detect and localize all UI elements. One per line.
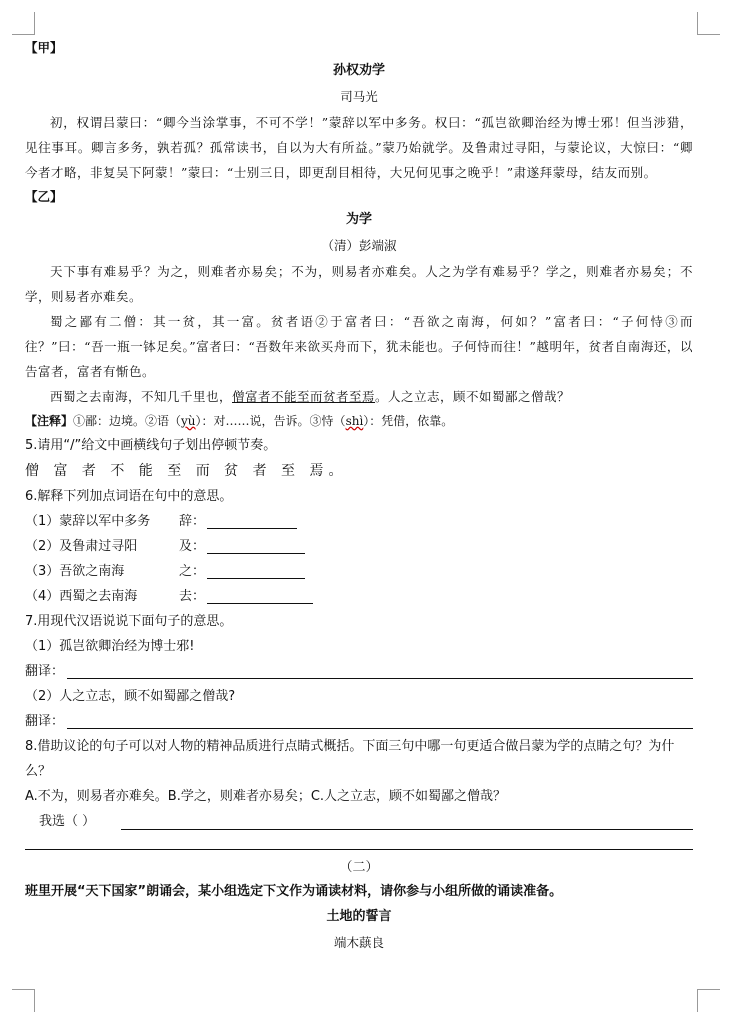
section-b-paragraph-3 [25, 384, 693, 409]
answer-blank[interactable] [207, 552, 305, 554]
translation-answer-line[interactable] [67, 728, 693, 729]
corner-mark-bottom-right [697, 989, 720, 1012]
annotation-label: 【注释】 [25, 414, 74, 428]
question-6-prompt: 6.解释下列加点词语在句中的意思。 [25, 489, 233, 504]
item-label: （3）吾欲之南海 [25, 564, 125, 579]
section-a-tag: 【甲】 [25, 40, 63, 55]
translation-row-1 [25, 659, 693, 684]
item-label: （2）及鲁肃过寻阳 [25, 539, 138, 554]
p3-after: 。人之立志，顾不如蜀鄙之僧哉？ [375, 389, 571, 404]
section-a-paragraph: 初，权谓吕蒙曰：“卿今当涂掌事，不可不学！”蒙辞以军中多务。权曰：“孤岂欲卿治经为博士邪！但当涉猎，见往事耳。卿言多务，孰若孤？孤常读书，自以为大有所益。”蒙乃始就学。及鲁肃过寻阳，与蒙论议，大惊曰：“卿今者才略，非复吴下阿蒙！”蒙曰：“士别三日，即更刮目相待，大兄何见事之晚乎！”肃遂拜蒙母，结友而别。 [25, 115, 693, 180]
section-b-paragraph-2: 蜀之鄙有二僧：其一贫，其一富。贫者语②于富者曰：“吾欲之南海，何如？”富者曰：“子何恃③而往？”曰：“吾一瓶一钵足矣。”富者曰：“吾数年来欲买舟而下，犹未能也。子何恃而往！”越明年，贫者自南海还，以告富者，富者有惭色。 [25, 314, 693, 379]
part-2-author: 端木蕻良 [333, 935, 384, 950]
corner-mark-top-left [12, 12, 35, 35]
question-7-sentence-2: （2）人之立志，顾不如蜀鄙之僧哉? [25, 689, 236, 704]
part-2-instruction: 班里开展“天下国家”朗诵会，某小组选定下文作为诵读材料，请你参与小组所做的诵读准备。 [25, 884, 563, 899]
section-b-tag: 【乙】 [25, 189, 63, 204]
choice-label: 我选（ ） [39, 814, 96, 829]
translation-answer-line[interactable] [67, 678, 693, 679]
p3-before: 西蜀之去南海，不知几千里也， [50, 389, 233, 404]
item-label: （1）蒙辞以军中多务 [25, 514, 151, 529]
item-word: 辞： [179, 514, 206, 529]
item-word: 及： [179, 539, 206, 554]
annotation-pinyin-a: yù [181, 414, 196, 428]
translation-label: 翻译： [25, 714, 65, 729]
corner-mark-top-right [697, 12, 720, 35]
question-5-prompt: 5.请用“/”给文中画横线句子划出停顿节奏。 [25, 438, 277, 453]
p3-underlined-sentence: 僧富者不能至而贫者至焉 [232, 389, 376, 404]
answer-blank[interactable] [207, 527, 297, 529]
exam-page [25, 38, 693, 956]
choice-answer-line[interactable] [121, 829, 693, 830]
part-2-number: （二） [339, 860, 379, 875]
question-8-options: A.不为，则易者亦难矣。B.学之，则难者亦易矣；C.人之立志，顾不如蜀鄙之僧哉？ [25, 789, 507, 804]
annotation-text-c: ）：凭借，依靠。 [363, 414, 454, 428]
question-8-prompt: 8.借助议论的句子可以对人物的精神品质进行点睛式概括。下面三句中哪一句更适合做吕蒙为学的点睛之句？为什么？ [25, 739, 675, 779]
corner-mark-bottom-left [12, 989, 35, 1012]
answer-blank[interactable] [207, 577, 305, 579]
annotation [25, 409, 693, 433]
section-b-author: （清）彭端淑 [321, 238, 397, 253]
annotation-text-a: ①鄙：边境。②语（ [73, 414, 182, 428]
section-a-author: 司马光 [340, 89, 378, 104]
answer-extra-line[interactable] [25, 849, 693, 850]
question-8-choice-row [25, 809, 693, 835]
section-b-title: 为学 [345, 212, 372, 227]
question-6-item-4 [25, 584, 693, 609]
question-6-item-3 [25, 559, 693, 584]
question-7-prompt: 7.用现代汉语说说下面句子的意思。 [25, 614, 233, 629]
item-label: （4）西蜀之去南海 [25, 589, 138, 604]
question-6-item-1 [25, 509, 693, 534]
annotation-text-b: ）：对……说，告诉。③恃（ [195, 414, 346, 428]
translation-label: 翻译： [25, 664, 65, 679]
part-2-title: 土地的誓言 [326, 909, 392, 924]
annotation-pinyin-b: shì [345, 414, 364, 428]
question-5-sentence: 僧 富 者 不 能 至 而 贫 者 至 焉。 [25, 463, 348, 479]
question-7-sentence-1: （1）孤岂欲卿治经为博士邪! [25, 639, 195, 654]
answer-blank[interactable] [207, 602, 313, 604]
item-word: 去： [179, 589, 206, 604]
translation-row-2 [25, 709, 693, 734]
section-a-title: 孙权劝学 [332, 63, 385, 78]
question-6-item-2 [25, 534, 693, 559]
item-word: 之： [179, 564, 206, 579]
section-b-paragraph-1: 天下事有难易乎？为之，则难者亦易矣；不为，则易者亦难矣。人之为学有难易乎？学之，则难者亦易矣；不学，则易者亦难矣。 [25, 264, 693, 304]
